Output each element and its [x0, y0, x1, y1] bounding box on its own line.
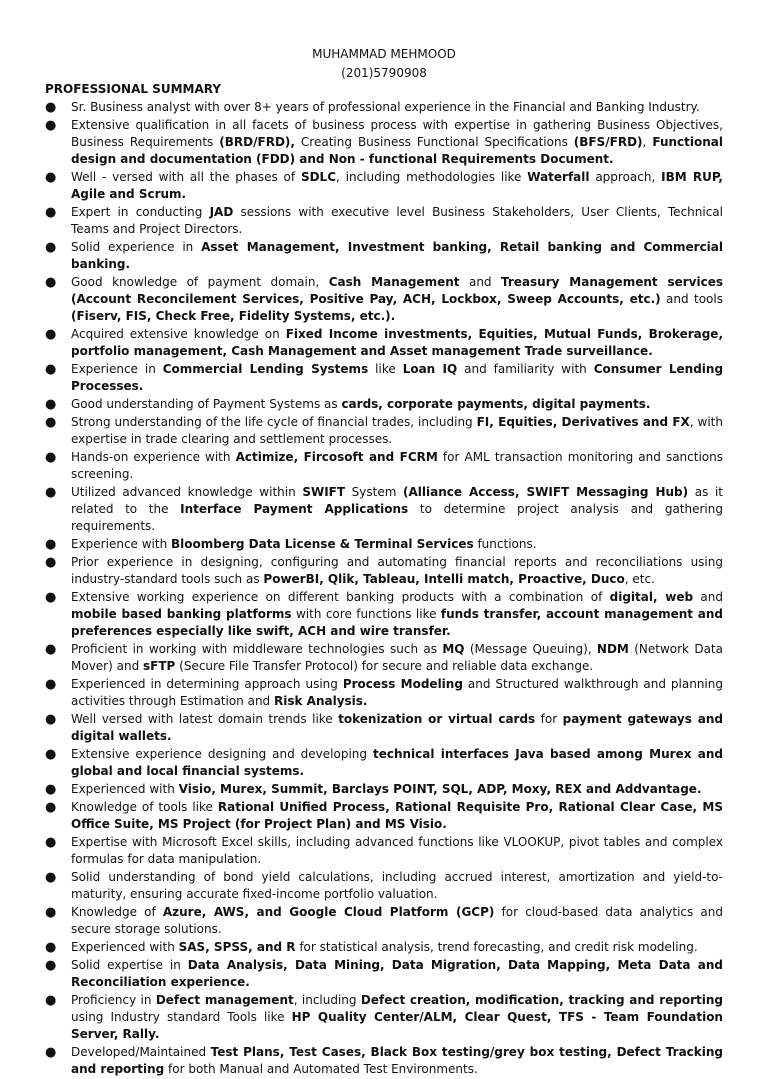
bullet-icon: ● [45, 240, 57, 255]
summary-list [45, 99, 723, 1079]
text: Knowledge of tools like [71, 800, 218, 814]
bold-text: SWIFT [302, 485, 346, 499]
bullet-icon: ● [45, 327, 57, 342]
text: to determine project analysis and gathering requirements. [71, 502, 723, 533]
summary-item [45, 99, 723, 116]
text: (Network Data Mover) and [71, 642, 723, 673]
bold-text: Fixed Income investments, Equities, Mutual Funds, Brokerage, portfolio management, Cash Management and Asset management Trade surveillance. [71, 327, 724, 358]
text: as it related to the [71, 485, 723, 516]
text: for statistical analysis, trend forecasting, and credit risk modeling. [295, 940, 698, 954]
bold-text: Interface Payment Applications [180, 502, 409, 516]
bold-text: (Fiserv, FIS, Check Free, Fidelity Systems, etc.). [71, 309, 396, 323]
bullet-icon: ● [45, 537, 57, 552]
bold-text: Functional design and documentation (FDD) and Non - functional Requirements Document. [71, 135, 723, 166]
bold-text: cards, corporate payments, digital payments. [341, 397, 651, 411]
summary-item [45, 746, 723, 780]
text: Extensive qualification in all facets of business process with expertise in gathering Business Objectives, Business Requirements [71, 118, 723, 149]
text: Well versed with latest domain trends like [71, 712, 339, 726]
text: Utilized advanced knowledge within [71, 485, 303, 499]
bullet-icon: ● [45, 870, 57, 885]
summary-item [45, 957, 723, 991]
text: Extensive working experience on different banking products with a combination of [71, 590, 610, 604]
bullet-icon: ● [45, 712, 57, 727]
text: Creating Business Functional Specifications [294, 135, 574, 149]
summary-item [45, 641, 723, 675]
bold-text: Defect creation, modification, tracking and reporting [360, 993, 723, 1007]
bullet-icon: ● [45, 642, 57, 657]
bullet-icon: ● [45, 677, 57, 692]
summary-item [45, 396, 723, 413]
bullet-icon: ● [45, 415, 57, 430]
text: Good understanding of Payment Systems as [71, 397, 342, 411]
bold-text: Treasury Management services (Account Reconcilement Services, Positive Pay, ACH, Lockbox, Sweep Accounts, etc.) [71, 275, 723, 306]
text: and [693, 590, 723, 604]
text: Developed/Maintained [71, 1045, 211, 1059]
bold-text: FI, Equities, Derivatives and FX [476, 415, 690, 429]
summary-item [45, 781, 723, 798]
bold-text: sFTP [143, 659, 176, 673]
summary-item [45, 904, 723, 938]
bold-text: funds transfer, account management and preferences especially like swift, ACH and wire transfer. [71, 607, 723, 638]
bullet-icon: ● [45, 993, 57, 1008]
text: Prior experience in designing, configuring and automating financial reports and reconciliations using industry-standard tools such as [71, 555, 723, 586]
bullet-icon: ● [45, 835, 57, 850]
bullet-icon: ● [45, 958, 57, 973]
bold-text: Risk Analysis. [274, 694, 368, 708]
text: sessions with executive level Business Stakeholders, User Clients, Technical Teams and Project Directors. [71, 205, 723, 236]
bold-text: technical interfaces Java based among Murex and global and local financial systems. [71, 747, 723, 778]
summary-item [45, 834, 723, 868]
text: Solid understanding of bond yield calculations, including accrued interest, amortization and yield-to-maturity, ensuring accurate fixed-income portfolio valuation. [71, 870, 723, 901]
text: for cloud-based data analytics and secure storage solutions. [71, 905, 723, 936]
text: Experienced in determining approach using [71, 677, 343, 691]
summary-item [45, 414, 723, 448]
text: System [345, 485, 404, 499]
text: approach, [589, 170, 662, 184]
bullet-icon: ● [45, 170, 57, 185]
bullet-icon: ● [45, 782, 57, 797]
summary-item [45, 1044, 723, 1078]
text: Experience with [71, 537, 172, 551]
bullet-icon: ● [45, 450, 57, 465]
text: (Message Queuing), [464, 642, 597, 656]
text: Sr. Business analyst with over 8+ years of professional experience in the Financial and Banking Industry. [71, 100, 700, 114]
bold-text: Waterfall [527, 170, 590, 184]
text: Knowledge of [71, 905, 163, 919]
text: , with expertise in trade clearing and settlement processes. [71, 415, 723, 446]
text: Good knowledge of payment domain, [71, 275, 329, 289]
text: Experience in [71, 362, 163, 376]
text: functions. [473, 537, 537, 551]
summary-item [45, 326, 723, 360]
bold-text: Asset Management, Investment banking, Retail banking and Commercial banking. [71, 240, 724, 271]
bold-text: JAD [209, 205, 234, 219]
text: Solid expertise in [71, 958, 188, 972]
text: with core functions like [291, 607, 441, 621]
text: Expert in conducting [71, 205, 210, 219]
text: for both Manual and Automated Test Environments. [164, 1062, 478, 1076]
bold-text: Loan IQ [402, 362, 458, 376]
text: Strong understanding of the life cycle of financial trades, including [71, 415, 477, 429]
bold-text: mobile based banking platforms [71, 607, 292, 621]
bold-text: Actimize, Fircosoft and FCRM [235, 450, 438, 464]
summary-item [45, 536, 723, 553]
text: Well - versed with all the phases of [71, 170, 301, 184]
text: using Industry standard Tools like [71, 1010, 292, 1024]
bold-text: Azure, AWS, and Google Cloud Platform (GCP) [162, 905, 495, 919]
text: , [642, 135, 653, 149]
bold-text: NDM [596, 642, 629, 656]
bold-text: Consumer Lending Processes. [71, 362, 724, 393]
text: (Secure File Transfer Protocol) for secure and reliable data exchange. [175, 659, 594, 673]
bold-text: HP Quality Center/ALM, Clear Quest, TFS - Team Foundation Server, Rally. [71, 1010, 723, 1041]
summary-item [45, 676, 723, 710]
bullet-icon: ● [45, 1045, 57, 1060]
bold-text: payment gateways and digital wallets. [71, 712, 723, 743]
bullet-icon: ● [45, 362, 57, 377]
summary-item [45, 484, 723, 535]
text: , etc. [624, 572, 655, 586]
bullet-icon: ● [45, 905, 57, 920]
text: Experienced with [71, 940, 179, 954]
bold-text: tokenization or virtual cards [338, 712, 536, 726]
summary-item [45, 799, 723, 833]
summary-item [45, 169, 723, 203]
summary-item [45, 274, 723, 325]
bold-text: PowerBI, Qlik, Tableau, Intelli match, Proactive, Duco [263, 572, 625, 586]
bullet-icon: ● [45, 397, 57, 412]
bullet-icon: ● [45, 118, 57, 133]
bold-text: Bloomberg Data License & Terminal Services [171, 537, 474, 551]
summary-item [45, 869, 723, 903]
bullet-icon: ● [45, 940, 57, 955]
text: Proficient in working with middleware technologies such as [71, 642, 443, 656]
bullet-icon: ● [45, 747, 57, 762]
text: for AML transaction monitoring and sanctions screening. [71, 450, 723, 481]
bold-text: Cash Management [328, 275, 460, 289]
bullet-icon: ● [45, 275, 57, 290]
text: Expertise with Microsoft Excel skills, including advanced functions like VLOOKUP, pivot tables and complex formulas for data manipulation. [71, 835, 723, 866]
text: Proficiency in [71, 993, 156, 1007]
bullet-icon: ● [45, 800, 57, 815]
bold-text: MQ [442, 642, 465, 656]
summary-item [45, 117, 723, 168]
text: and [459, 275, 502, 289]
summary-item [45, 204, 723, 238]
bold-text: Rational Unified Process, Rational Requisite Pro, Rational Clear Case, MS Office Suite, MS Project (for Project Plan) and MS Visio. [71, 800, 723, 831]
text: , including [293, 993, 361, 1007]
text: Extensive experience designing and developing [71, 747, 373, 761]
text: and Structured walkthrough and planning activities through Estimation and [71, 677, 723, 708]
bullet-icon: ● [45, 555, 57, 570]
summary-item [45, 554, 723, 588]
bold-text: (BRD/FRD), [219, 135, 295, 149]
bold-text: SAS, SPSS, and R [178, 940, 296, 954]
bold-text: SDLC [300, 170, 337, 184]
text: and tools [660, 292, 723, 306]
bold-text: Test Plans, Test Cases, Black Box testing/grey box testing, Defect Tracking and reporting [71, 1045, 724, 1076]
summary-item [45, 361, 723, 395]
summary-item [45, 939, 723, 956]
text: for [535, 712, 563, 726]
bullet-icon: ● [45, 590, 57, 605]
bold-text: Data Analysis, Data Mining, Data Migration, Data Mapping, Meta Data and Reconciliation experience. [71, 958, 723, 989]
bold-text: (Alliance Access, SWIFT Messaging Hub) [403, 485, 689, 499]
text: Acquired extensive knowledge on [71, 327, 286, 341]
text: Solid experience in [71, 240, 202, 254]
bold-text: digital, web [609, 590, 694, 604]
text: Experienced with [71, 782, 179, 796]
bold-text: IBM RUP, Agile and Scrum. [71, 170, 723, 201]
summary-item [45, 992, 723, 1043]
bold-text: Process Modeling [342, 677, 463, 691]
bullet-icon: ● [45, 485, 57, 500]
text: Hands-on experience with [71, 450, 236, 464]
text: like [368, 362, 403, 376]
bold-text: (BFS/FRD) [573, 135, 643, 149]
bold-text: Visio, Murex, Summit, Barclays POINT, SQL, ADP, Moxy, REX and Addvantage. [178, 782, 702, 796]
summary-item [45, 449, 723, 483]
bold-text: Commercial Lending Systems [162, 362, 369, 376]
candidate-name: MUHAMMAD MEHMOOD [312, 47, 456, 61]
summary-item [45, 239, 723, 273]
candidate-phone: (201)5790908 [341, 66, 427, 80]
bold-text: Defect management [155, 993, 294, 1007]
section-title: PROFESSIONAL SUMMARY [45, 82, 222, 96]
text: , including methodologies like [336, 170, 528, 184]
text: and familiarity with [457, 362, 594, 376]
summary-item [45, 589, 723, 640]
bullet-icon: ● [45, 100, 57, 115]
bullet-icon: ● [45, 205, 57, 220]
summary-item [45, 711, 723, 745]
